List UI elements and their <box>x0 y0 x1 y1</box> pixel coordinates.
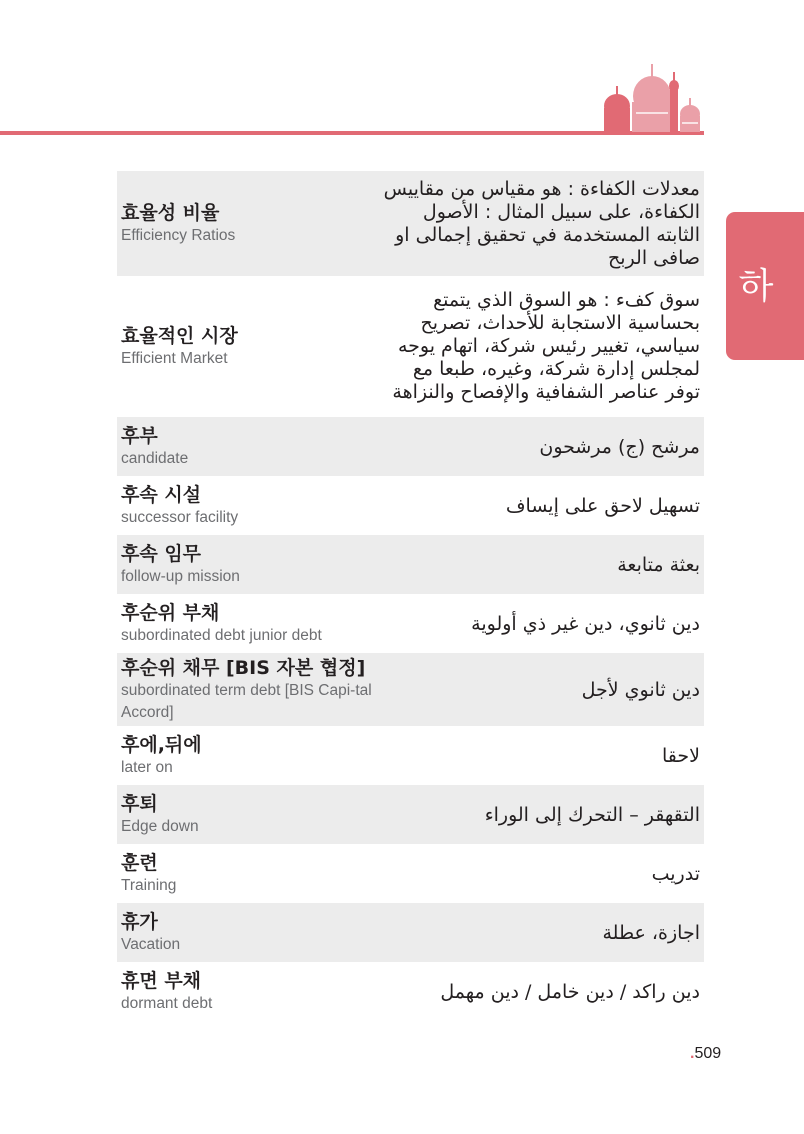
arabic-translation: دين ثانوي لأجل <box>581 678 700 701</box>
mosque-domes-icon <box>600 58 704 134</box>
table-row <box>117 535 704 594</box>
korean-term: 효율성 비율 <box>121 201 220 224</box>
table-row <box>117 594 704 653</box>
korean-term: 휴가 <box>121 910 158 933</box>
index-tab[interactable] <box>726 212 804 360</box>
arabic-translation: اجازة، عطلة <box>602 921 700 944</box>
english-term: later on <box>121 758 173 776</box>
english-term: candidate <box>121 449 189 467</box>
english-term: Efficiency Ratios <box>121 226 236 244</box>
table-row <box>117 171 704 276</box>
english-term: Vacation <box>121 935 181 953</box>
table-row <box>117 417 704 476</box>
korean-term: 후순위 부채 <box>121 601 220 624</box>
korean-term: 후부 <box>121 424 158 447</box>
table-row <box>117 903 704 962</box>
index-tab-label: 하 <box>738 266 774 307</box>
table-row <box>117 653 704 726</box>
english-term: Training <box>121 876 177 894</box>
english-term: successor facility <box>121 508 239 526</box>
table-row <box>117 276 704 417</box>
arabic-translation: معدلات الكفاءة : هو مقياس من مقاييس الكفاءة، على سبيل المثال : الأصول الثابته المستخدمة في تحقيق إجمالى او صافى الربح <box>383 177 700 269</box>
arabic-translation: دين راكد / دين خامل / دين مهمل <box>440 980 700 1003</box>
korean-term: 훈련 <box>121 851 158 874</box>
english-term: subordinated term debt [BIS Capi-tal Accord] <box>121 681 372 721</box>
korean-term: 후속 시설 <box>121 483 202 506</box>
table-row <box>117 962 704 1021</box>
arabic-translation: دين ثانوي، دين غير ذي أولوية <box>471 612 700 635</box>
table-row <box>117 726 704 785</box>
english-term: Edge down <box>121 817 199 835</box>
arabic-translation: تدريب <box>651 862 700 885</box>
table-row <box>117 476 704 535</box>
arabic-translation: بعثة متابعة <box>617 553 700 576</box>
page-number-dot: . <box>690 1045 695 1062</box>
korean-term: 휴면 부채 <box>121 969 202 992</box>
page-number <box>690 1045 730 1063</box>
korean-term: 효율적인 시장 <box>121 324 238 347</box>
english-term: subordinated debt junior debt <box>121 626 322 644</box>
arabic-translation: مرشح (ج) مرشحون <box>539 435 700 458</box>
glossary-table <box>117 171 704 1021</box>
korean-term: 후퇴 <box>121 792 158 815</box>
arabic-translation: سوق كفء : هو السوق الذي يتمتع بحساسية الاستجابة للأحداث، تصريح سياسي، تغيير رئيس شركة، اتهام يوجه لمجلس إدارة شركة، وغيره، طبعا مع توفر عناصر الشفافية والإفصاح والنزاهة <box>392 289 700 403</box>
korean-term: 후순위 채무 [BIS 자본 협정] <box>121 656 366 679</box>
arabic-translation: تسهيل لاحق على إيساف <box>505 494 700 517</box>
table-row <box>117 844 704 903</box>
table-row <box>117 785 704 844</box>
korean-term: 후속 임무 <box>121 542 202 565</box>
arabic-translation: لاحقا <box>662 744 700 767</box>
english-term: Efficient Market <box>121 349 228 367</box>
page-number-value: 509 <box>694 1045 722 1062</box>
english-term: dormant debt <box>121 994 213 1012</box>
header-rule <box>0 131 704 135</box>
arabic-translation: التقهقر – التحرك إلى الوراء <box>484 803 700 826</box>
english-term: follow-up mission <box>121 567 240 585</box>
korean-term: 후에,뒤에 <box>121 733 202 756</box>
